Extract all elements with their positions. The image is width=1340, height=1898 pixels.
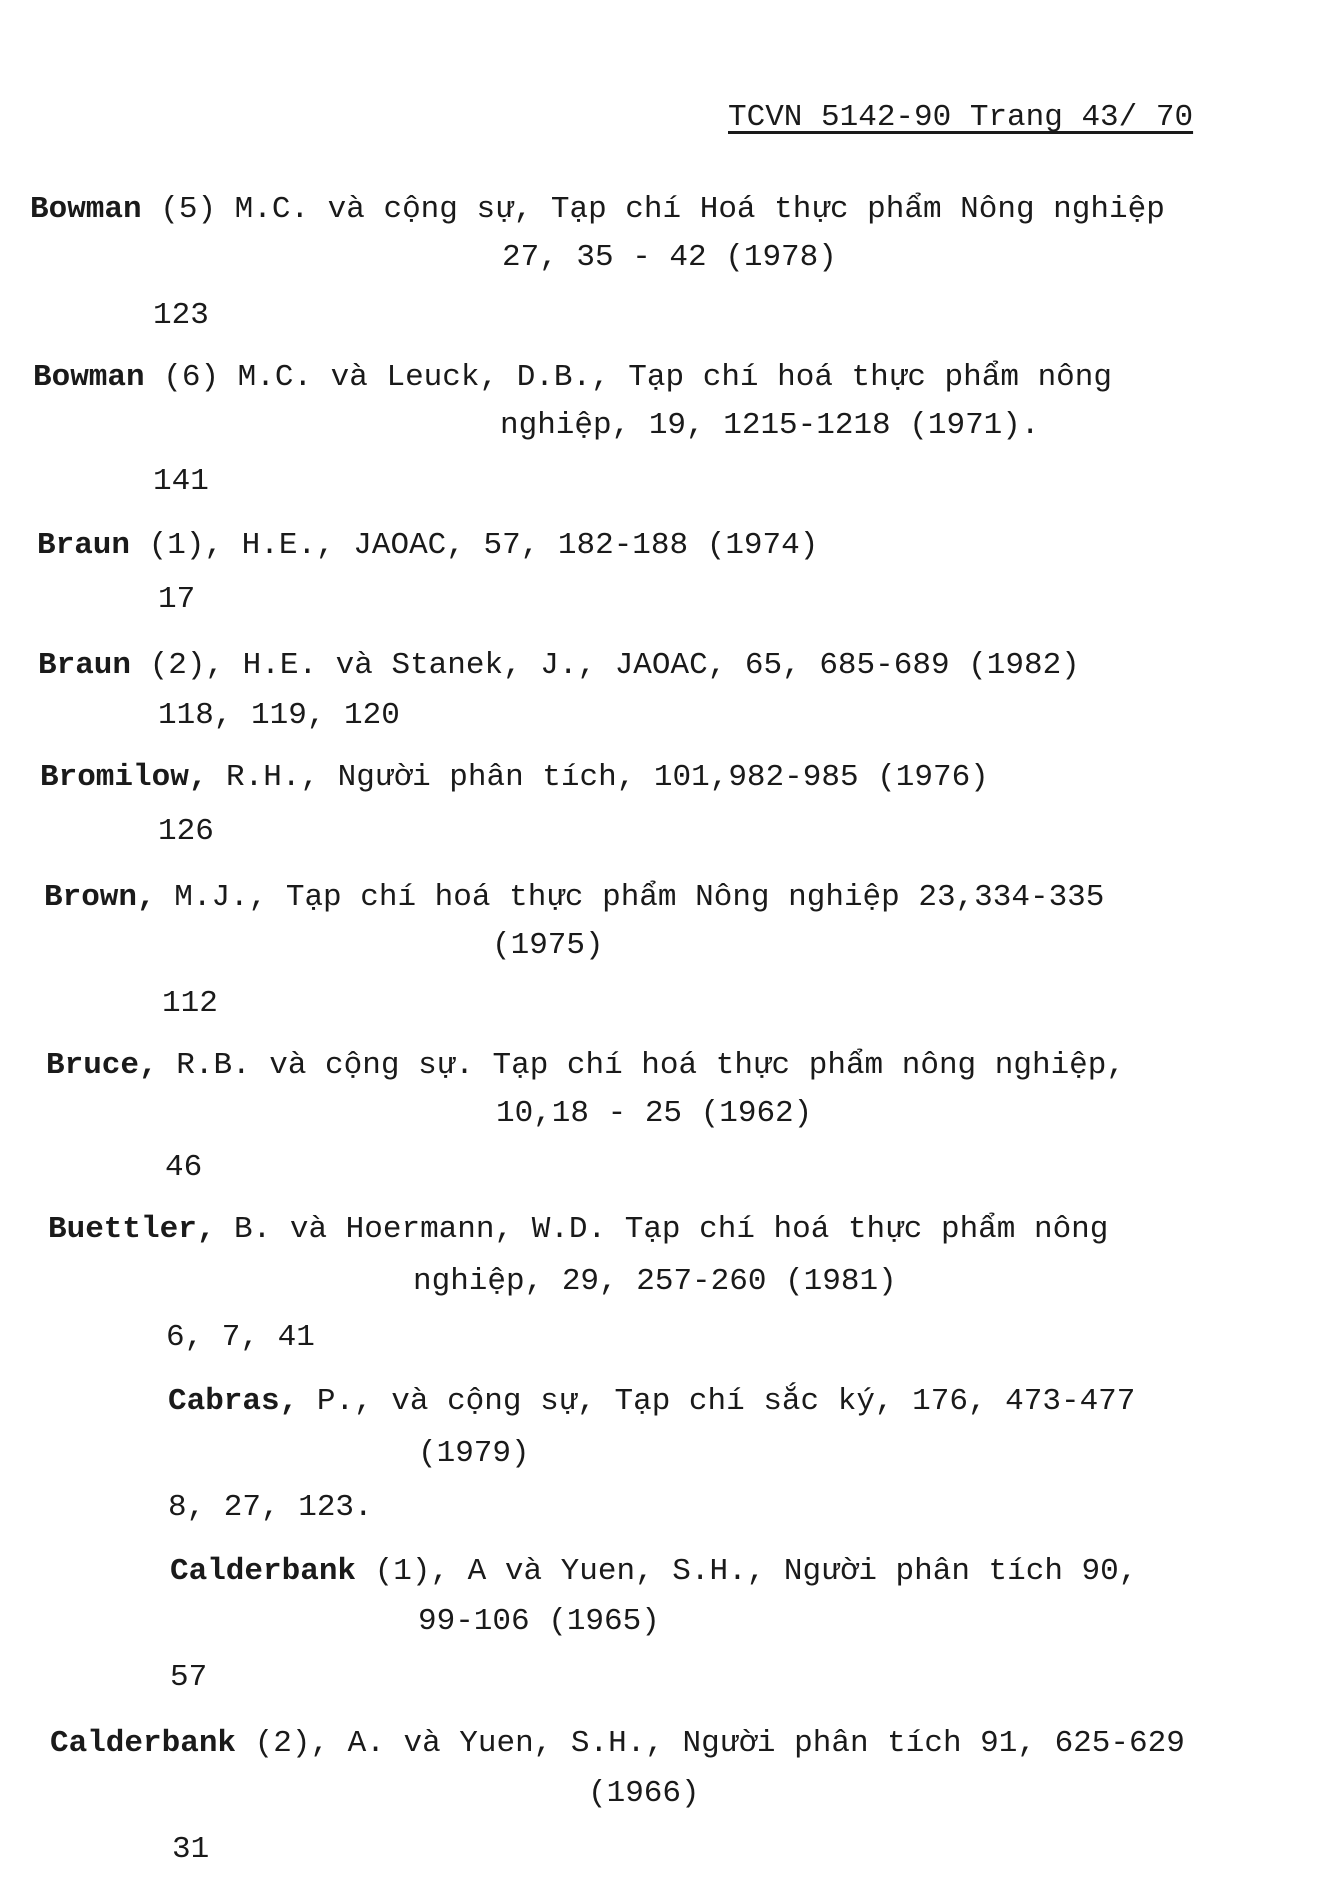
reference-continuation: 10,18 - 25 (1962)	[496, 1096, 813, 1131]
reference-continuation: 27, 35 - 42 (1978)	[502, 240, 837, 275]
reference-citation: (2), A. và Yuen, S.H., Người phân tích 91, 625-629	[254, 1726, 1185, 1761]
reference-line	[168, 1382, 1135, 1422]
reference-citation: R.H., Người phân tích, 101,982-985 (1976)	[226, 760, 989, 795]
reference-author: Bromilow,	[40, 760, 208, 795]
reference-pages: 123	[153, 298, 209, 333]
reference-author: Bruce,	[46, 1048, 158, 1083]
reference-pages: 118, 119, 120	[158, 698, 400, 733]
reference-citation: M.J., Tạp chí hoá thực phẩm Nông nghiệp 23,334-335	[174, 880, 1105, 915]
reference-author: Braun	[37, 528, 131, 563]
reference-continuation: nghiệp, 19, 1215-1218 (1971).	[500, 408, 1040, 443]
reference-pages: 8, 27, 123.	[168, 1490, 373, 1525]
reference-line	[33, 358, 1112, 398]
reference-citation: (1), A và Yuen, S.H., Người phân tích 90,	[374, 1554, 1138, 1589]
reference-pages: 17	[158, 582, 196, 617]
reference-continuation: (1966)	[588, 1776, 700, 1811]
reference-citation: (1), H.E., JAOAC, 57, 182-188 (1974)	[148, 528, 819, 563]
reference-line	[30, 190, 1165, 230]
reference-line	[40, 758, 989, 798]
reference-citation: (5) M.C. và cộng sự, Tạp chí Hoá thực phẩm Nông nghiệp	[160, 192, 1165, 227]
reference-continuation: nghiệp, 29, 257-260 (1981)	[413, 1264, 897, 1299]
reference-author: Braun	[38, 648, 132, 683]
reference-author: Calderbank	[170, 1554, 357, 1589]
reference-pages: 46	[165, 1150, 203, 1185]
reference-author: Cabras,	[168, 1384, 299, 1419]
reference-pages: 57	[170, 1660, 208, 1695]
reference-author: Bowman	[33, 360, 145, 395]
reference-line	[48, 1210, 1108, 1250]
reference-citation: P., và cộng sự, Tạp chí sắc ký, 176, 473-477	[316, 1384, 1136, 1419]
reference-citation: (6) M.C. và Leuck, D.B., Tạp chí hoá thực phẩm nông	[163, 360, 1112, 395]
reference-continuation: 99-106 (1965)	[418, 1604, 660, 1639]
page-header: TCVN 5142-90 Trang 43/ 70	[728, 100, 1194, 135]
reference-line	[38, 646, 1080, 686]
reference-pages: 126	[158, 814, 214, 849]
reference-line	[170, 1552, 1137, 1592]
reference-continuation: (1979)	[418, 1436, 530, 1471]
reference-pages: 112	[162, 986, 218, 1021]
reference-author: Buettler,	[48, 1212, 216, 1247]
reference-pages: 6, 7, 41	[166, 1320, 315, 1355]
reference-author: Bowman	[30, 192, 142, 227]
reference-line	[50, 1724, 1185, 1764]
reference-pages: 141	[153, 464, 209, 499]
reference-citation: B. và Hoermann, W.D. Tạp chí hoá thực phẩm nông	[234, 1212, 1109, 1247]
reference-author: Calderbank	[50, 1726, 237, 1761]
reference-line	[37, 526, 818, 566]
reference-citation: R.B. và cộng sự. Tạp chí hoá thực phẩm nông nghiệp,	[176, 1048, 1125, 1083]
reference-line	[44, 878, 1104, 918]
reference-pages: 31	[172, 1832, 210, 1867]
reference-citation: (2), H.E. và Stanek, J., JAOAC, 65, 685-689 (1982)	[149, 648, 1080, 683]
reference-line	[46, 1046, 1125, 1086]
reference-author: Brown,	[44, 880, 156, 915]
reference-continuation: (1975)	[492, 928, 604, 963]
